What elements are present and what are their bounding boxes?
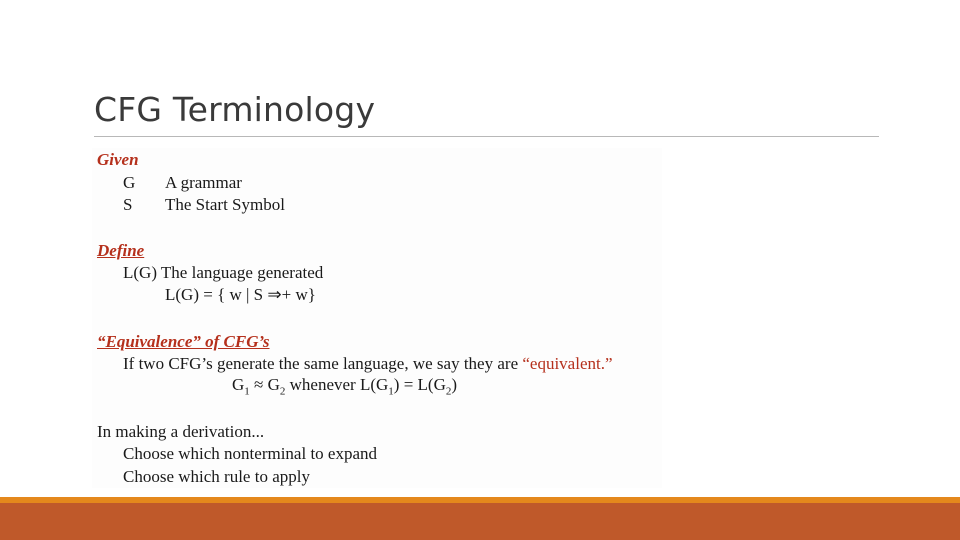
derivation-intro: In making a derivation... [97,422,265,441]
define-heading: Define [97,241,145,260]
footer-bar [0,503,960,540]
formula-subscript: 1 [244,385,250,398]
language-definition: L(G) = { w | S ⇒+ w} [165,285,316,304]
formula-part: whenever L(G [285,375,389,394]
content-image [92,148,662,488]
given-description: The Start Symbol [165,195,285,214]
formula-part: G [232,375,245,394]
derivation-item: Choose which nonterminal to expand [123,444,378,463]
title-divider [94,136,879,137]
given-symbol: S [123,195,133,214]
derivation-item: Choose which rule to apply [123,467,310,486]
slide-title: CFG Terminology [94,90,376,129]
formula-subscript: 2 [279,385,286,398]
given-heading: Given [97,150,139,169]
formula-part: ) [451,375,458,394]
equivalence-statement [123,354,613,374]
given-description: A grammar [165,173,242,192]
formula-subscript: 1 [388,385,394,398]
equivalence-heading: “Equivalence” of CFG’s [97,332,270,351]
define-line: L(G) The language generated [123,263,324,282]
formula-subscript: 2 [445,385,452,398]
given-symbol: G [123,173,136,192]
equivalence-formula [232,375,457,397]
formula-part: ) = L(G [393,375,446,394]
formula-part: ≈ G [249,375,280,394]
equivalent-term: “equivalent.” [522,354,613,373]
equivalence-text: If two CFG’s generate the same language, we say they are [123,354,523,373]
